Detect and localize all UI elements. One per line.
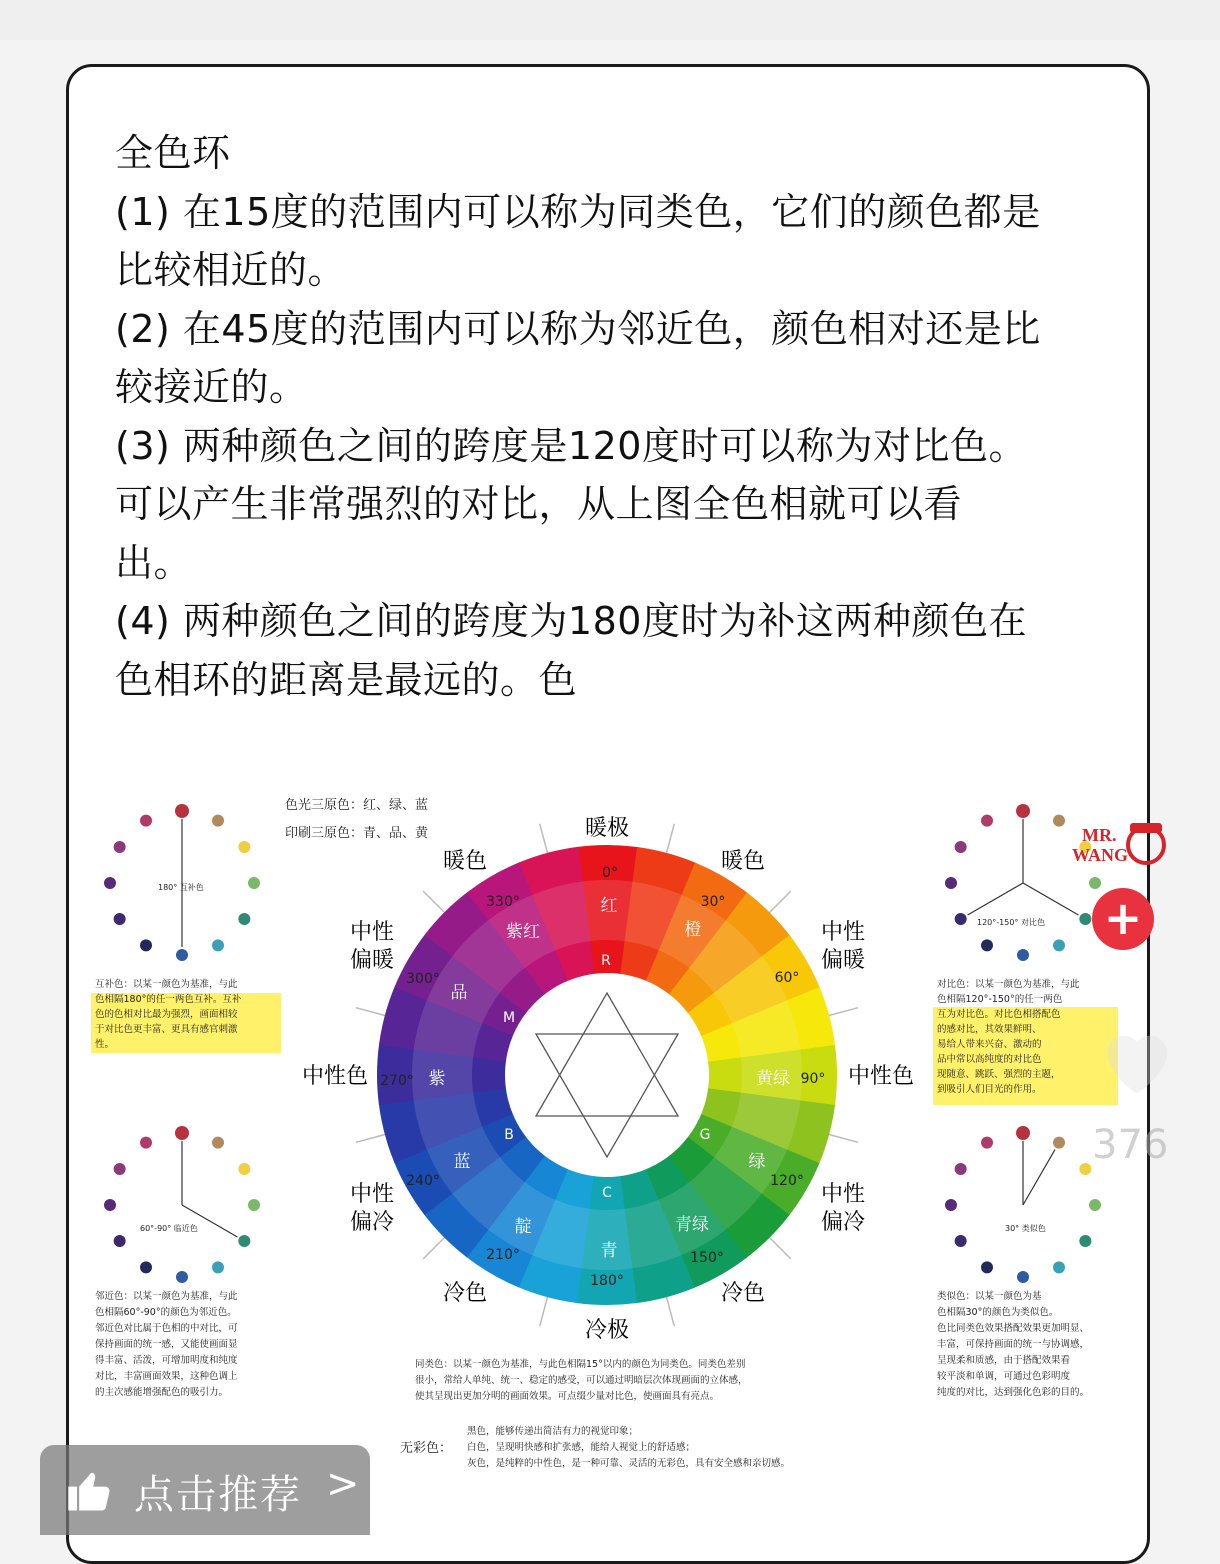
small-wheel-dot <box>175 804 189 818</box>
small-wheel-dot <box>1053 1137 1065 1149</box>
contrast-text: 品中常以高纯度的对比色 <box>937 1054 1042 1065</box>
small-wheel-dot <box>1079 913 1091 925</box>
degree-300: 300° <box>406 971 440 987</box>
like-count: 376 <box>1092 1122 1169 1168</box>
small-wheel-dot <box>212 1261 224 1273</box>
contrast-text: 易给人带来兴奋、激动的 <box>937 1039 1042 1050</box>
label-neutral: 中性 <box>349 1182 395 1207</box>
small-wheel-dot <box>955 841 967 853</box>
wheel-center <box>502 973 709 1177</box>
small-wheel-dot <box>104 1199 116 1211</box>
analogous-text: 色比同类色效果搭配效果更加明显、 <box>937 1323 1090 1334</box>
chevron-right-icon: > <box>326 1461 360 1507</box>
degree-30: 30° <box>700 894 726 910</box>
label-neutral-right: 中性色 <box>847 1064 915 1089</box>
wheel-divider-line <box>766 1234 791 1259</box>
analogous-text: 类似色：以某一颜色为基 <box>937 1291 1042 1302</box>
analogous-text: 丰富，可保持画面的统一与协调感， <box>937 1339 1090 1350</box>
small-wheel-dot <box>175 1126 189 1140</box>
achromatic-text: 灰色，是纯粹的中性色，是一种可靠、灵活的无彩色，具有安全感和亲切感。 <box>467 1458 791 1469</box>
degree-330: 330° <box>486 894 520 910</box>
label-coolish: 偏冷 <box>820 1210 866 1235</box>
small-wheel-dot <box>981 815 993 827</box>
label-neutral-left: 中性色 <box>301 1064 369 1089</box>
degree-210: 210° <box>486 1247 520 1263</box>
label-cool-left: 冷色 <box>442 1281 488 1306</box>
recommend-label: 点击推荐 <box>134 1472 302 1518</box>
hue-red: 红 <box>600 896 618 916</box>
hue-orange: 橙 <box>684 920 702 940</box>
small-wheel-dot <box>248 1199 260 1211</box>
small-wheel-dot <box>212 939 224 951</box>
wheel-divider-line <box>824 1008 858 1017</box>
small-wheel-dot <box>981 1261 993 1273</box>
hue-purplered: 紫红 <box>506 922 540 942</box>
hue-blue: 蓝 <box>453 1152 471 1172</box>
label-cool-right: 冷色 <box>720 1281 766 1306</box>
thumbs-up-icon <box>64 1465 116 1517</box>
hue-cyangreen: 青绿 <box>675 1215 709 1235</box>
complementary-text: 性。 <box>95 1039 115 1050</box>
hue-indigo: 靛 <box>514 1217 532 1237</box>
channel-c: C <box>602 1185 612 1201</box>
note-title: 全色环 <box>115 131 231 175</box>
small-wheel-dot <box>945 1199 957 1211</box>
color-wheel-diagram <box>85 775 1135 1495</box>
label-warmish: 偏暖 <box>349 948 395 973</box>
small-wheel-dot <box>212 815 224 827</box>
label-warm-right: 暖色 <box>720 849 766 874</box>
complementary-text: 于对比色更丰富、更具有感官刺激 <box>95 1024 238 1035</box>
contrast-text: 色相隔120°-150°的任一两色 <box>937 994 1063 1005</box>
small-wheel-dot <box>955 1235 967 1247</box>
note-line: (3) 两种颜色之间的跨度是120度时可以称为对比色。 <box>115 423 1027 468</box>
small-wheel-dot <box>176 949 188 961</box>
degree-90: 90° <box>800 1071 826 1087</box>
small-wheel-dot <box>1079 1235 1091 1247</box>
hue-yellowgreen: 黄绿 <box>756 1069 790 1089</box>
degree-120: 120° <box>770 1173 804 1189</box>
wheel-divider-line <box>665 824 674 858</box>
small-wheel-dot <box>140 1137 152 1149</box>
label-adjacent: 60°-90° 临近色 <box>140 1224 198 1233</box>
channel-g: G <box>699 1127 711 1143</box>
degree-60: 60° <box>774 970 800 986</box>
small-wheel-dot <box>140 1261 152 1273</box>
small-wheel-dot <box>1079 1163 1091 1175</box>
hue-cyan: 青 <box>600 1241 618 1261</box>
note-line: (1) 在15度的范围内可以称为同类色，它们的颜色都是 <box>115 189 1041 234</box>
label-coolish: 偏冷 <box>349 1210 395 1235</box>
similar-text: 很小，常给人单纯、统一、稳定的感受，可以通过明暗层次体现画面的立体感， <box>415 1375 748 1386</box>
wheel-divider-line <box>540 824 549 858</box>
wheel-divider-line <box>423 1234 448 1259</box>
contrast-text: 互为对比色。对比色相搭配色 <box>937 1009 1061 1020</box>
label-warm-left: 暖色 <box>442 849 488 874</box>
small-wheel-dot <box>140 815 152 827</box>
label-neutral: 中性 <box>349 920 395 945</box>
adjacent-text: 色相隔60°-90°的颜色为邻近色。 <box>95 1307 237 1318</box>
achromatic-text: 黑色，能够传递出简洁有力的视觉印象； <box>467 1426 639 1437</box>
small-wheel-dot <box>248 877 260 889</box>
color-wheel-figure <box>85 775 1135 1495</box>
wheel-divider-line <box>423 891 448 916</box>
small-wheel-dot <box>1089 877 1101 889</box>
logo-text-line2: WANG <box>1072 845 1129 865</box>
complementary-text: 互补色：以某一颜色为基准，与此 <box>95 979 238 990</box>
small-wheel-dot <box>114 841 126 853</box>
note-line: 比较相近的。 <box>115 248 347 292</box>
complementary-text: 色的色相对比最为强烈，画面相较 <box>95 1009 238 1020</box>
small-wheel-dot <box>1053 939 1065 951</box>
channel-r: R <box>601 953 611 969</box>
small-wheel-dot <box>238 1235 250 1247</box>
contrast-text: 现随意、跳跃、强烈的主题， <box>937 1069 1061 1080</box>
small-wheel-line <box>1023 883 1078 915</box>
mr-wang-logo <box>1068 815 1178 875</box>
wheel-divider-line <box>540 1292 549 1326</box>
small-wheel-dot <box>1016 1126 1030 1140</box>
logo-text-line1: MR. <box>1082 825 1117 845</box>
primaries-light: 色光三原色：红、绿、蓝 <box>285 798 429 813</box>
complementary-text: 色相隔180°的任一两色互补。互补 <box>95 994 242 1005</box>
small-wheel-dot <box>1053 1261 1065 1273</box>
small-wheel-dot <box>114 1235 126 1247</box>
similar-text: 使其呈现出更加分明的画面效果。可点缀少量对比色，使画面具有亮点。 <box>415 1391 720 1402</box>
hue-magenta: 品 <box>450 983 468 1003</box>
similar-text: 同类色：以某一颜色为基准，与此色相隔15°以内的颜色为同类色。同类色差别 <box>415 1359 746 1370</box>
small-wheel-dot <box>945 877 957 889</box>
note-text <box>115 124 1125 709</box>
small-wheel-dot <box>212 1137 224 1149</box>
adjacent-text: 邻近色对比属于色相的中对比，可 <box>95 1323 238 1334</box>
degree-240: 240° <box>406 1173 440 1189</box>
small-wheel-dot <box>140 939 152 951</box>
hue-purple: 紫 <box>428 1069 446 1089</box>
primaries-print: 印刷三原色：青、品、黄 <box>285 826 429 841</box>
note-line: 色相环的距离是最远的。色 <box>115 657 578 702</box>
analogous-text: 较平淡和单调，可通过色彩明度 <box>937 1371 1071 1382</box>
achromatic-text: 白色，呈现明快感和扩张感，能给人视觉上的舒适感； <box>467 1442 696 1453</box>
channel-m: M <box>502 1010 516 1026</box>
small-wheel-dot <box>1053 815 1065 827</box>
analogous-text: 纯度的对比，达到强化色彩的目的。 <box>937 1387 1090 1398</box>
hue-green: 绿 <box>748 1152 766 1172</box>
small-wheel-dot <box>238 913 250 925</box>
small-wheel-dot <box>1017 1271 1029 1283</box>
label-warm-pole: 暖极 <box>584 816 630 841</box>
channel-b: B <box>504 1127 514 1143</box>
contrast-text: 的感对比，其效果鲜明、 <box>937 1024 1042 1035</box>
note-line: 出。 <box>115 540 193 585</box>
degree-0: 0° <box>602 865 618 881</box>
small-wheel-dot <box>981 939 993 951</box>
contrast-text: 对比色：以某一颜色为基准，与此 <box>937 979 1080 990</box>
achromatic-label: 无彩色： <box>400 1441 453 1456</box>
analogous-text: 色相隔30°的颜色为类似色。 <box>937 1307 1059 1318</box>
label-warmish: 偏暖 <box>820 948 866 973</box>
contrast-text: 到吸引人们目光的作用。 <box>937 1084 1042 1095</box>
wheel-divider-line <box>356 1133 390 1142</box>
wheel-divider-line <box>665 1292 674 1326</box>
label-neutral: 中性 <box>820 1182 866 1207</box>
recommend-button[interactable] <box>40 1445 370 1535</box>
small-wheel-dot <box>981 1137 993 1149</box>
small-wheel-line <box>968 883 1023 915</box>
label-neutral: 中性 <box>820 920 866 945</box>
note-line: 可以产生非常强烈的对比，从上图全色相就可以看 <box>115 482 963 526</box>
label-analogous: 30° 类似色 <box>1005 1224 1046 1233</box>
adjacent-text: 保持画面的统一感，又能使画面显 <box>95 1339 238 1350</box>
add-button[interactable]: + <box>1092 888 1154 950</box>
small-wheel-dot <box>104 877 116 889</box>
adjacent-text: 邻近色：以某一颜色为基准，与此 <box>95 1291 238 1302</box>
small-wheel-dot <box>1089 1199 1101 1211</box>
small-wheel-dot <box>955 913 967 925</box>
small-wheel-dot <box>176 1271 188 1283</box>
top-bar <box>0 0 1220 40</box>
small-wheel-dot <box>114 1163 126 1175</box>
analogous-text: 呈现柔和质感，由于搭配效果看 <box>937 1355 1071 1366</box>
note-line: 较接近的。 <box>115 365 308 409</box>
adjacent-text: 的主次感能增强配色的吸引力。 <box>95 1387 229 1398</box>
small-wheel-line <box>1023 1150 1055 1205</box>
degree-150: 150° <box>690 1250 724 1266</box>
degree-270: 270° <box>380 1073 414 1089</box>
label-cool-pole: 冷极 <box>584 1318 630 1343</box>
label-contrast: 120°-150° 对比色 <box>977 918 1045 927</box>
wheel-divider-line <box>766 891 791 916</box>
adjacent-text: 得丰富、活泼，可增加明度和纯度 <box>95 1355 238 1366</box>
note-line: (2) 在45度的范围内可以称为邻近色，颜色相对还是比 <box>115 306 1041 351</box>
small-wheel-dot <box>1017 949 1029 961</box>
small-wheel-dot <box>114 913 126 925</box>
wheel-divider-line <box>356 1008 390 1017</box>
small-wheel-dot <box>238 841 250 853</box>
small-wheel-dot <box>238 1163 250 1175</box>
heart-icon[interactable] <box>1092 1015 1182 1105</box>
small-wheel-dot <box>1016 804 1030 818</box>
small-wheel-dot <box>955 1163 967 1175</box>
wheel-divider-line <box>824 1133 858 1142</box>
adjacent-text: 对比，丰富画面效果，这种色调上 <box>95 1371 238 1382</box>
label-complementary: 180° 互补色 <box>158 883 204 892</box>
note-line: (4) 两种颜色之间的跨度为180度时为补这两种颜色在 <box>115 599 1027 643</box>
degree-180: 180° <box>590 1273 624 1289</box>
